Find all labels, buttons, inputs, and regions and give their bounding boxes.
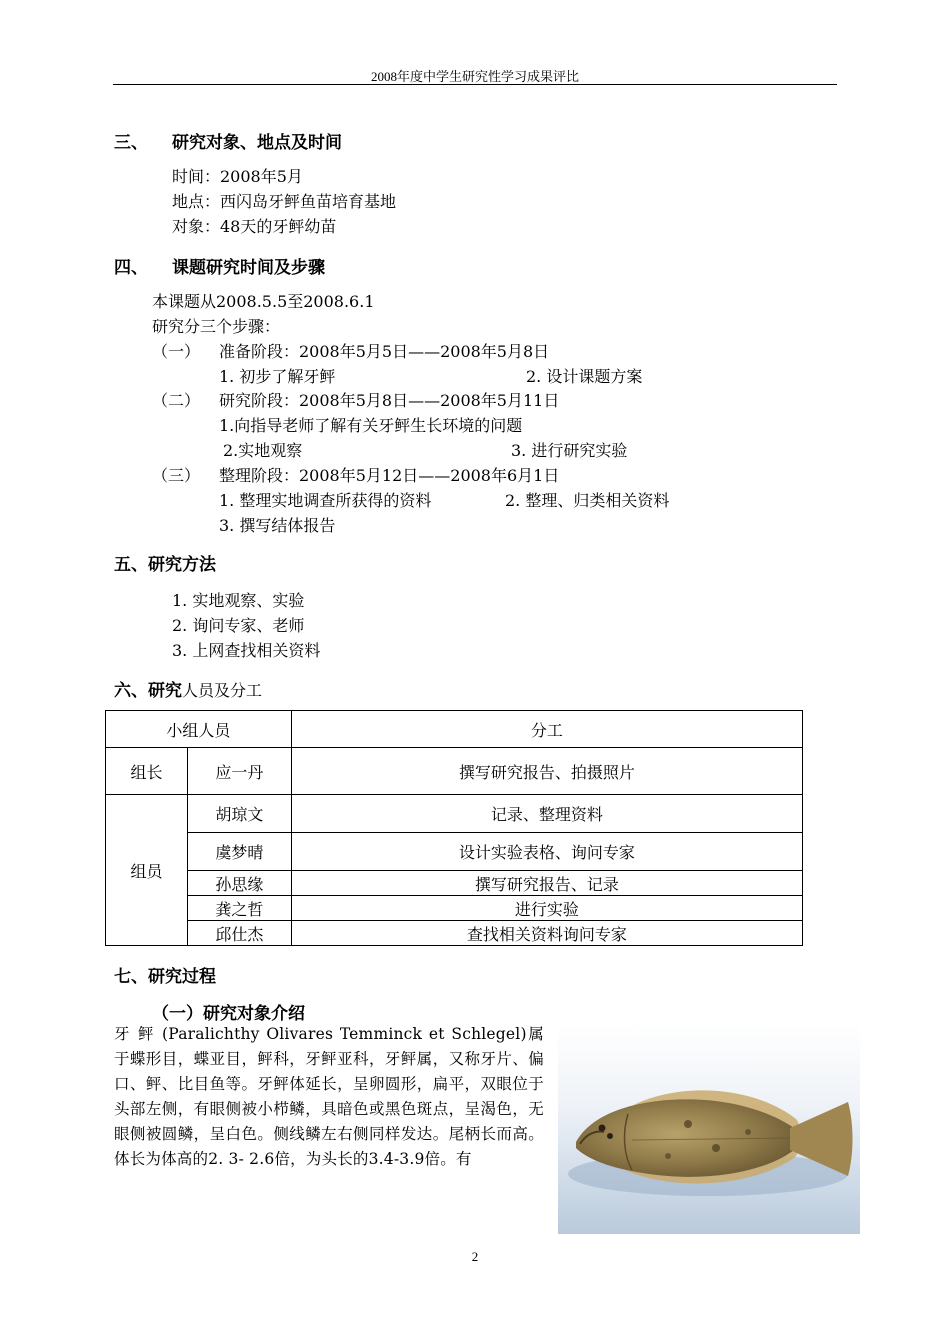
member-name: 龚之哲 [187,896,291,921]
leader-name: 应一丹 [187,748,291,795]
member-name: 邱仕杰 [187,921,291,946]
sec3-time-line: 时间：2008年5月 [172,167,303,186]
stage-3-step: 2. 整理、归类相关资料 [505,491,670,510]
stage-1-title: 准备阶段：2008年5月5日——2008年5月8日 [219,342,550,361]
method-item: 1. 实地观察、实验 [172,591,305,610]
stage-2-label: （二） [152,391,201,410]
table-header-row [106,711,803,748]
section-3-title: 研究对象、地点及时间 [172,133,342,153]
section-6-title [114,676,262,701]
stage-2-title: 研究阶段：2008年5月8日——2008年5月11日 [219,391,560,410]
member-task: 撰写研究报告、记录 [291,871,802,896]
method-item: 2. 询问专家、老师 [172,616,305,635]
section-4-title: 课题研究时间及步骤 [172,258,325,278]
stage-3-label: （三） [152,466,201,485]
stage-2-step: 1.向指导老师了解有关牙鲆生长环境的问题 [219,416,523,435]
member-task: 设计实验表格、询问专家 [291,833,802,871]
flounder-photo [558,1024,860,1234]
stage-1-step: 1. 初步了解牙鲆 [219,367,336,386]
header-division: 分工 [291,711,802,748]
flounder-description: 牙 鲆 (Paralichthy Olivares Temminck et Schlegel)属于蝶形目，蝶亚目，鲆科，牙鲆亚科，牙鲆属，又称牙片、偏口、鲆、比目鱼等。牙鲆体延长，呈卵圆形，扁平，双眼位于头部左侧，有眼侧被小栉鳞，具暗色或黑色斑点，呈渴色，无眼侧被圆鳞，呈白色。侧线鳞左右侧同样发达。尾柄长而高。体长为体高的2. 3- 2.6倍，为头长的3.4-3.9倍。有 [114,1025,544,1168]
section-7-title: 七、研究过程 [114,967,216,987]
section-6-title-rest: 人员及分工 [182,681,263,700]
member-name: 孙思缘 [187,871,291,896]
member-task: 进行实验 [291,896,802,921]
method-item: 3. 上网查找相关资料 [172,641,321,660]
leader-role: 组长 [106,748,188,795]
stage-2-step: 2.实地观察 [223,441,303,460]
member-task: 记录、整理资料 [291,795,802,833]
stage-2-step: 3. 进行研究实验 [511,441,628,460]
roster-table [105,710,803,946]
section-6-title-bold: 六、研究 [114,681,182,701]
table-row [106,871,803,896]
header-members: 小组人员 [106,711,292,748]
leader-task: 撰写研究报告、拍摄照片 [291,748,802,795]
section-3-number: 三、 [114,133,148,153]
stage-3-step: 3. 撰写结体报告 [219,516,336,535]
stage-1-label: （一） [152,342,201,361]
section-7-subtitle: （一）研究对象介绍 [152,1004,305,1024]
stage-1-step: 2. 设计课题方案 [526,367,643,386]
table-row [106,795,803,833]
header-rule [113,84,837,85]
sec4-intro-line: 研究分三个步骤： [152,317,281,336]
table-row [106,921,803,946]
page-number: 2 [471,1249,479,1264]
section-4-number: 四、 [114,258,148,278]
members-role: 组员 [106,795,188,946]
flounder-illustration [558,1024,860,1234]
member-task: 查找相关资料询问专家 [291,921,802,946]
table-row [106,748,803,795]
member-name: 胡琼文 [187,795,291,833]
table-row [106,896,803,921]
sec3-subject-line: 对象：48天的牙鲆幼苗 [172,217,337,236]
page-header: 2008年度中学生研究性学习成果评比 [370,69,579,84]
section-5-title: 五、研究方法 [114,555,216,575]
table-row [106,833,803,871]
sec3-place-line: 地点：西闪岛牙鲆鱼苗培育基地 [172,192,397,211]
sec4-intro-line: 本课题从2008.5.5至2008.6.1 [152,292,375,311]
member-name: 虞梦晴 [187,833,291,871]
stage-3-title: 整理阶段：2008年5月12日——2008年6月1日 [219,466,560,485]
stage-3-step: 1. 整理实地调查所获得的资料 [219,491,432,510]
